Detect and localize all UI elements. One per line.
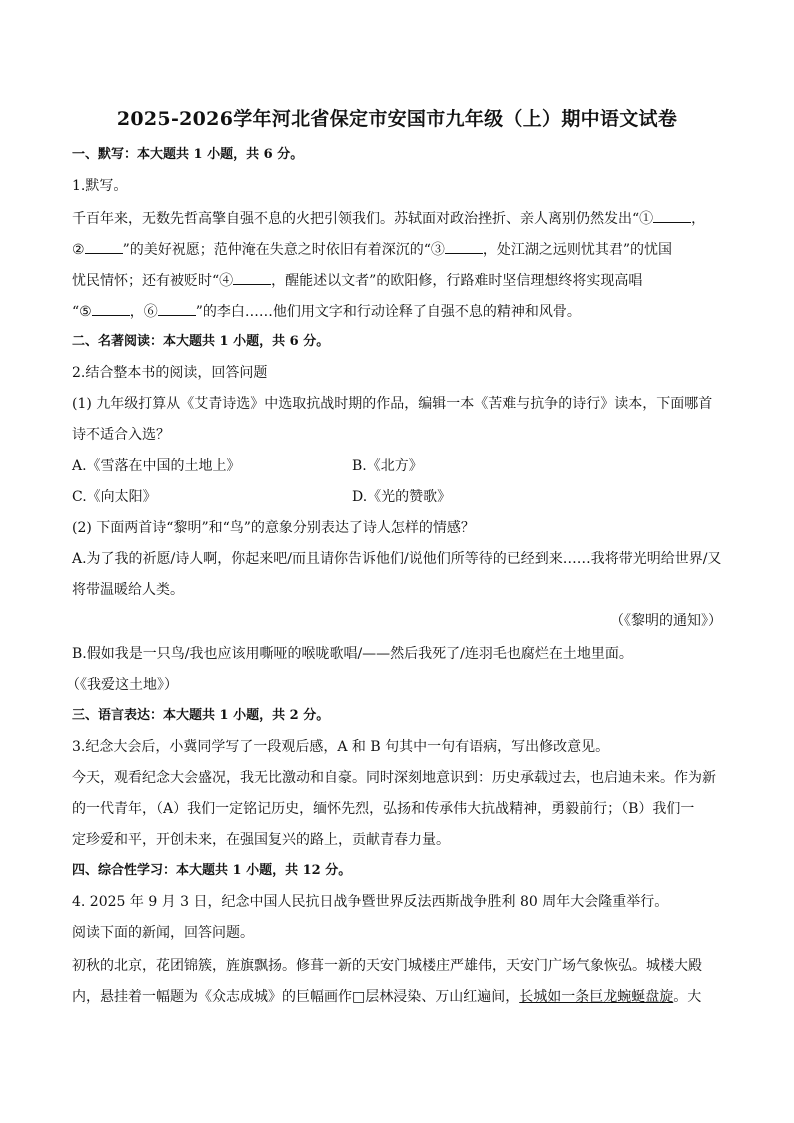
q1-text: 忧民情怀；还有被贬时“④ [72, 273, 234, 289]
q1-line-4 [72, 302, 722, 321]
q4-stem: 4. 2025 年 9 月 3 日，纪念中国人民抗日战争暨世界反法西斯战争胜利 80 周年大会隆重举行。 [72, 894, 669, 910]
q3-stem: 3.纪念大会后，小冀同学写了一段观后感，A 和 B 句其中一句有语病，写出修改意见。 [72, 739, 610, 755]
q2-stem: 2.结合整本书的阅读，回答问题 [72, 365, 268, 381]
q4-text: 内，悬挂着一幅题为《众志成城》的巨幅画作□层林浸染、万山红遍间， [72, 989, 520, 1005]
section-3-header [72, 707, 722, 725]
q1-text: ”的李白……他们用文字和行动诠释了自强不息的精神和风骨。 [195, 304, 581, 320]
section-2-header [72, 333, 722, 351]
q1-text: ”的美好祝愿；范仲淹在失意之时依旧有着深沉的“③ [122, 242, 445, 258]
option-b[interactable]: B.《北方》 [352, 458, 423, 474]
q3-line2: 的一代青年，（A）我们一定铭记历史，缅怀先烈，弘扬和传承伟大抗战精神，勇毅前行；（B）我们一 [72, 801, 695, 817]
q1-text: ， [691, 211, 706, 227]
section-4-label: 四、综合性学习： [72, 863, 177, 878]
q4-sub: 阅读下面的新闻，回答问题。 [72, 925, 254, 941]
section-2-desc: 本大题共 1 小题，共 6 分。 [163, 334, 330, 349]
section-3-desc: 本大题共 1 小题，共 2 分。 [163, 708, 330, 723]
answer-blank-1[interactable] [653, 209, 691, 223]
section-1-desc: 本大题共 1 小题，共 6 分。 [137, 147, 304, 162]
q1-text: ② [72, 242, 85, 258]
poem-a-line2: 将带温暖给人类。 [72, 582, 184, 598]
q2-part1-line1: (1) 九年级打算从《艾青诗选》中选取抗战时期的作品，编辑一本《苦难与抗争的诗行》读本，下面哪首 [72, 396, 713, 412]
section-4-desc: 本大题共 1 小题，共 12 分。 [176, 863, 352, 878]
q1-text: ，醒能述以文者”的欧阳修，行路难时坚信理想终将实现高唱 [271, 273, 643, 289]
q1-text: 千百年来，无数先哲高擎自强不息的火把引领我们。苏轼面对政治挫折、亲人离别仍然发出“① [72, 211, 654, 227]
q1-line-1 [72, 209, 722, 228]
q1-text: ，⑥ [129, 304, 158, 320]
answer-blank-5[interactable] [92, 302, 130, 316]
q4-text: 。大 [673, 989, 702, 1005]
section-1-header [72, 146, 722, 164]
option-c[interactable]: C.《向太阳》 [72, 489, 157, 505]
page-title: 2025-2026学年河北省保定市安国市九年级（上）期中语文试卷 [116, 108, 678, 130]
q1-text: “⑤ [72, 304, 92, 320]
option-a[interactable]: A.《雪落在中国的土地上》 [72, 458, 241, 474]
poem-b-line1: B.假如我是一只鸟/我也应该用嘶哑的喉咙歌唱/——然后我死了/连羽毛也腐烂在土地里面。 [72, 646, 633, 662]
answer-blank-2[interactable] [85, 240, 123, 254]
q1-line-3 [72, 271, 722, 290]
poem-a-source: （《黎明的通知》） [610, 613, 722, 629]
answer-blank-4[interactable] [233, 271, 271, 285]
poem-a-line1: A.为了我的祈愿/诗人啊，你起来吧/而且请你告诉他们/说他们所等待的已经到来……我将带光明给世界/又 [72, 551, 722, 567]
q4-news-line2 [72, 988, 722, 1006]
section-2-label: 二、名著阅读： [72, 334, 164, 349]
q4-news-line1: 初秋的北京，花团锦簇，旌旗飘扬。修葺一新的天安门城楼庄严雄伟，天安门广场气象恢弘。城楼大殿 [72, 958, 702, 974]
section-3-label: 三、语言表达： [72, 708, 164, 723]
option-d[interactable]: D.《光的赞歌》 [352, 489, 452, 505]
section-4-header [72, 862, 722, 880]
q1-line-2 [72, 240, 722, 259]
underlined-sentence: 长城如一条巨龙蜿蜒盘旋 [519, 989, 674, 1005]
q1-text: ，处江湖之远则忧其君”的忧国 [482, 242, 673, 258]
answer-blank-6[interactable] [158, 302, 196, 316]
answer-blank-3[interactable] [445, 240, 483, 254]
poem-b-source: （《我爱这土地》） [66, 677, 178, 693]
q3-line1: 今天，观看纪念大会盛况，我无比激动和自豪。同时深刻地意识到：历史承载过去，也启迪未来。作为新 [72, 770, 716, 786]
q1-stem: 1.默写。 [72, 178, 128, 194]
section-1-label: 一、默写： [72, 147, 138, 162]
q2-part2: (2) 下面两首诗“黎明”和“鸟”的意象分别表达了诗人怎样的情感？ [72, 520, 475, 536]
q2-part1-line2: 诗不适合入选？ [72, 427, 170, 443]
q3-line3: 定珍爱和平，开创未来，在强国复兴的路上，贡献青春力量。 [72, 832, 450, 848]
